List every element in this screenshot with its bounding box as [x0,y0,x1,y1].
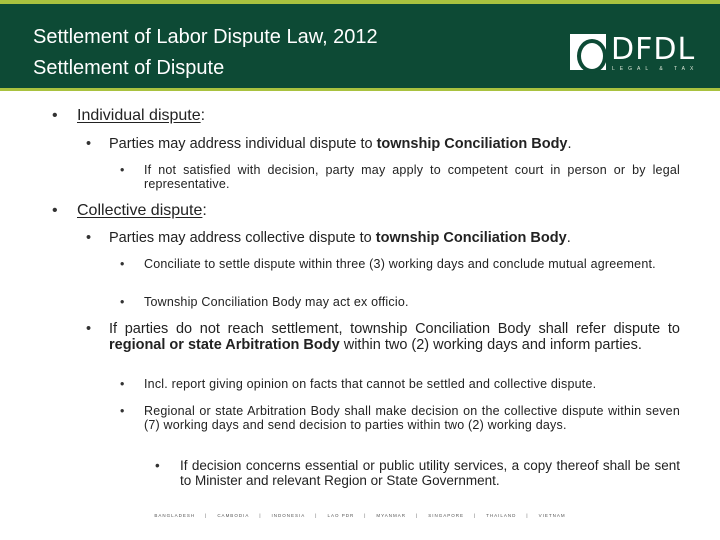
footer-country: THAILAND [486,513,517,518]
text-run: within two (2) working days and inform parties. [339,337,642,353]
logo-text: DFDL [611,32,696,67]
heading-colon: : [200,107,206,124]
text-run: . [567,136,572,152]
bullet-icon: • [120,257,125,271]
footer-separator: | [473,513,477,518]
bullet-icon: • [86,136,92,152]
bullet-icon: • [52,202,58,219]
bullet-icon: • [120,404,125,418]
bullet-icon: • [155,458,160,473]
footer-country: VIETNAM [538,513,566,518]
footer-country: LAO PDR [327,513,355,518]
bold-text: township Conciliation Body [375,230,567,246]
footer-country: BANGLADESH [154,513,196,518]
collective-point-2 [109,321,680,353]
footer-separator: | [259,513,262,518]
footer-country: MYANMAR [376,513,407,518]
bullet-icon: • [86,230,92,246]
collective-point-1 [109,230,684,246]
collective-sub-point-3: Incl. report giving opinion on facts that cannot be settled and collective dispute. [144,377,597,391]
logo-tagline: LEGAL & TAX [612,66,699,72]
text-run: If parties do not reach settlement, township Conciliation Body shall refer dispute to [109,321,680,337]
bullet-icon: • [52,107,58,124]
collective-sub-sub-point-1: If decision concerns essential or public utility services, a copy thereof shall be sent to Minister and relevant Region or State Government. [180,458,680,488]
footer-separator: | [526,513,529,518]
heading-colon: : [202,202,207,219]
individual-point-1 [109,136,684,152]
footer-country: SINGAPORE [428,513,464,518]
collective-sub-point-2: Township Conciliation Body may act ex officio. [144,295,409,309]
bullet-icon: • [120,163,125,177]
individual-dispute-label: Individual dispute [77,107,201,124]
title-line-1: Settlement of Labor Dispute Law, 2012 [33,26,378,48]
individual-dispute-heading [77,107,677,125]
bullet-icon: • [120,295,125,309]
title-line-2: Settlement of Dispute [33,57,225,79]
bullet-icon: • [120,377,125,391]
text-run: . [566,230,571,246]
footer-country: CAMBODIA [217,513,250,518]
bold-text: township Conciliation Body [376,136,568,152]
collective-dispute-heading [77,202,677,220]
footer-separator: | [416,513,419,518]
footer-separator: | [205,513,208,518]
bullet-icon: • [86,321,92,337]
collective-sub-point-1: Conciliate to settle dispute within three (3) working days and conclude mutual agreement. [144,257,656,271]
footer-country: INDONESIA [271,513,306,518]
text-run: Parties may address individual dispute to [109,136,377,152]
footer-separator: | [315,513,318,518]
footer-country-list [0,513,720,518]
individual-sub-point-1: If not satisfied with decision, party may apply to competent court in person or by legal representative. [144,163,680,191]
text-run: Parties may address collective dispute to [109,230,376,246]
footer-separator: | [364,513,367,518]
collective-sub-point-4: Regional or state Arbitration Body shall make decision on the collective dispute within seven (7) working days and send decision to parties within two (2) working days. [144,404,680,432]
bold-text: regional or state Arbitration Body [109,337,340,353]
collective-dispute-label: Collective dispute [77,202,203,219]
